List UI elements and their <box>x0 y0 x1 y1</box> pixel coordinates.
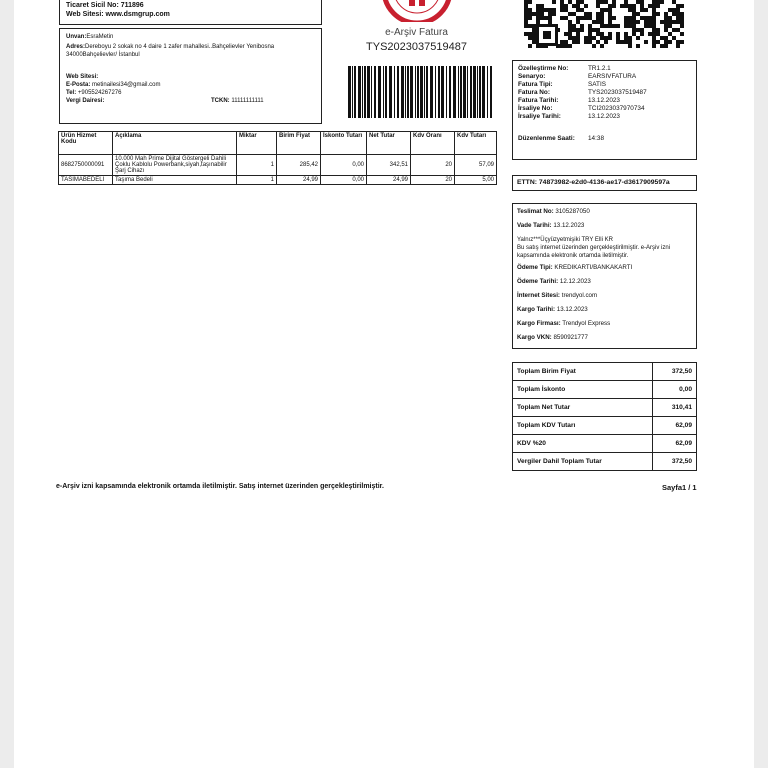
invoice-info-value: EARSIVFATURA <box>588 73 637 80</box>
table-cell: 0,00 <box>321 155 367 176</box>
invoice-info-label: Özelleştirme No: <box>518 65 569 72</box>
totals-row <box>513 381 697 399</box>
page-number: Sayfa1 / 1 <box>662 483 697 492</box>
site-label: İnternet Sitesi: <box>517 292 560 299</box>
invoice-info-row <box>518 89 691 97</box>
cargo-vkn-value: 8590921777 <box>553 334 588 341</box>
seller-info-box <box>59 0 322 25</box>
buyer-info-box <box>59 28 322 124</box>
items-column-header: İskonto Tutarı <box>321 132 367 155</box>
invoice-info-label: Fatura Tipi: <box>518 81 553 88</box>
invoice-info-label: Fatura No: <box>518 89 550 96</box>
totals-table <box>512 362 697 471</box>
invoice-info-value: SATIS <box>588 81 606 88</box>
buyer-email-value: metinailesi34@gmail.com <box>92 82 161 88</box>
totals-value: 0,00 <box>653 381 697 399</box>
invoice-info-row <box>518 97 691 105</box>
buyer-phone-label: Tel: <box>66 90 77 96</box>
payment-date-label: Ödeme Tarihi: <box>517 278 559 285</box>
table-cell: 0,00 <box>321 176 367 185</box>
table-cell: 20 <box>411 155 455 176</box>
table-cell: 24,99 <box>277 176 321 185</box>
site-value: trendyol.com <box>561 292 598 299</box>
delivery-no-label: Teslimat No: <box>517 208 554 215</box>
totals-label: Toplam İskonto <box>513 381 653 399</box>
buyer-email-label: E-Posta: <box>66 82 91 88</box>
barcode-icon <box>346 66 496 118</box>
table-cell: 57,09 <box>455 155 497 176</box>
invoice-number: TYS2023037519487 <box>366 41 467 53</box>
table-row <box>59 176 497 185</box>
table-cell: 285,42 <box>277 155 321 176</box>
cargo-date-label: Kargo Tarihi: <box>517 306 556 313</box>
buyer-tckn-value: 11111111111 <box>231 98 264 104</box>
items-column-header: Birim Fiyat <box>277 132 321 155</box>
totals-row <box>513 399 697 417</box>
buyer-phone-value: +905524267276 <box>77 90 122 96</box>
invoice-info-row <box>518 81 691 89</box>
payment-date-value: 12.12.2023 <box>559 278 591 285</box>
totals-label: Vergiler Dahil Toplam Tutar <box>513 453 653 471</box>
cargo-company-value: Trendyol Express <box>562 320 611 327</box>
buyer-address-label: Adres: <box>66 44 86 50</box>
cargo-vkn-label: Kargo VKN: <box>517 334 552 341</box>
footer-note: e-Arşiv izni kapsamında elektronik ortamda iletilmiştir. Satış internet üzerinden gerçekleştirilmiştir. <box>56 483 384 490</box>
table-cell: 24,99 <box>367 176 411 185</box>
table-cell: TASIMABEDELI <box>59 176 113 185</box>
edit-time-label: Düzenlenme Saati: <box>518 135 575 142</box>
payment-type-value: KREDIKARTI/BANKAKARTI <box>554 264 633 271</box>
buyer-address-line1: Dereboyu 2 sokak no 4 daire 1 zafer mahallesi..Bahçelievler Yenibosna <box>85 44 275 50</box>
invoice-page <box>14 0 754 768</box>
table-row <box>59 155 497 176</box>
invoice-info-row <box>518 113 691 121</box>
due-date-label: Vade Tarihi: <box>517 222 552 229</box>
buyer-title-value: EsraMetin <box>86 34 114 40</box>
invoice-info-row <box>518 105 691 113</box>
gib-logo-icon <box>382 0 452 22</box>
totals-value: 62,09 <box>653 417 697 435</box>
table-cell: 10.000 Mah Prime Dijital Göstergeli Dahili Çoklu Kablolu Powerbank,siyah,taşınabilir Şarj Cihazı <box>113 155 237 176</box>
delivery-info-box <box>512 203 697 349</box>
invoice-info-row <box>518 73 691 81</box>
totals-row <box>513 363 697 381</box>
table-cell: 342,51 <box>367 155 411 176</box>
totals-value: 372,50 <box>653 453 697 471</box>
totals-label: Toplam KDV Tutarı <box>513 417 653 435</box>
qr-code-icon <box>522 0 687 48</box>
items-column-header: Kdv Oranı <box>411 132 455 155</box>
totals-label: KDV %20 <box>513 435 653 453</box>
totals-value: 372,50 <box>653 363 697 381</box>
edit-time-value: 14:38 <box>588 135 604 142</box>
items-column-header: Ürün Hizmet Kodu <box>59 132 113 155</box>
buyer-address-line2: 34000Bahçelievler/ İstanbul <box>66 52 140 58</box>
invoice-info-value: TYS2023037519487 <box>588 89 647 96</box>
amount-in-words: Yalnız***Üçyüzyetmişiki TRY Elli KR <box>517 237 613 243</box>
buyer-tax-office-label: Vergi Dairesi: <box>66 98 105 104</box>
totals-label: Toplam Birim Fiyat <box>513 363 653 381</box>
due-date-value: 13.12.2023 <box>553 222 585 229</box>
table-cell: 1 <box>237 176 277 185</box>
items-column-header: Kdv Tutarı <box>455 132 497 155</box>
table-cell: 5,00 <box>455 176 497 185</box>
buyer-title-label: Unvan: <box>66 34 87 40</box>
totals-value: 310,41 <box>653 399 697 417</box>
totals-row <box>513 453 697 471</box>
document-type: e-Arşiv Fatura <box>385 27 448 38</box>
totals-value: 62,09 <box>653 435 697 453</box>
invoice-info-label: Fatura Tarihi: <box>518 97 559 104</box>
table-cell: 8682750000091 <box>59 155 113 176</box>
items-column-header: Net Tutar <box>367 132 411 155</box>
items-column-header: Açıklama <box>113 132 237 155</box>
delivery-no-value: 3105287050 <box>555 208 590 215</box>
table-cell: 20 <box>411 176 455 185</box>
payment-type-label: Ödeme Tipi: <box>517 264 553 271</box>
buyer-tckn-label: TCKN: <box>211 98 230 104</box>
sale-note: Bu satış internet üzerinden gerçekleştirilmiştir. e-Arşiv izni kapsamında elektronik ortamda iletilmiştir. <box>517 245 671 259</box>
ettn: ETTN: 74873982-e2d0-4136-ae17-d3617909597a <box>512 175 697 191</box>
invoice-info-value: 13.12.2023 <box>588 97 620 104</box>
invoice-info-box <box>512 60 697 160</box>
table-cell: 1 <box>237 155 277 176</box>
buyer-website-label: Web Sitesi: <box>66 74 99 80</box>
totals-row <box>513 435 697 453</box>
invoice-info-value: TR1.2.1 <box>588 65 611 72</box>
invoice-info-label: Senaryo: <box>518 73 546 80</box>
invoice-info-value: TCI2023037970734 <box>588 105 645 112</box>
cargo-company-label: Kargo Firması: <box>517 320 561 327</box>
invoice-info-label: İrsaliye Tarihi: <box>518 113 561 120</box>
seller-website: Web Sitesi: www.dsmgrup.com <box>66 11 170 18</box>
invoice-info-value: 13.12.2023 <box>588 113 620 120</box>
cargo-date-value: 13.12.2023 <box>556 306 588 313</box>
items-table <box>58 131 497 185</box>
totals-label: Toplam Net Tutar <box>513 399 653 417</box>
invoice-info-label: İrsaliye No: <box>518 105 553 112</box>
trade-registry: Ticaret Sicil No: 711896 <box>66 2 144 9</box>
items-column-header: Miktar <box>237 132 277 155</box>
totals-row <box>513 417 697 435</box>
invoice-info-row <box>518 65 691 73</box>
table-cell: Taşıma Bedeli <box>113 176 237 185</box>
